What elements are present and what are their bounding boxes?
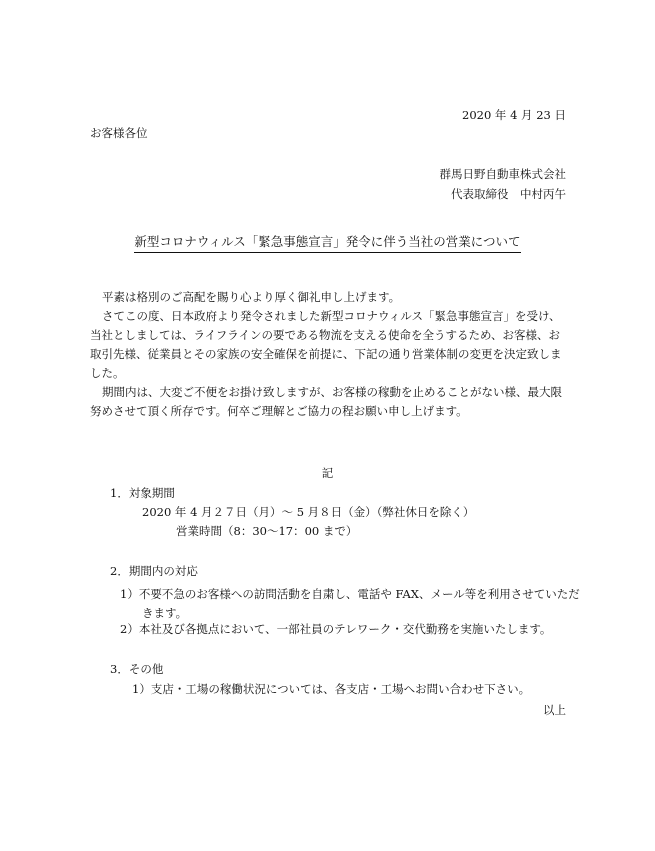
section-2-item-1: 1）不要不急のお客様への訪問活動を自粛し、電話や FAX、メール等を利用させていただきます。 [120,587,580,620]
body-paragraph-2: さてこの度、日本政府より発令されました新型コロナウィルス「緊急事態宣言」を受け、当社としましては、ライフラインの要である物流を支える使命を全うするため、お客様、お取引先様、従業員とその家族の安全確保を前提に、下記の通り営業体制の変更を決定致しました。 [90,309,562,380]
document-title [0,236,655,253]
section-3-item-1: 1）支店・工場の稼働状況については、各支店・工場へお問い合わせ下さい。 [132,682,531,696]
section-2-item-2: 2）本社及び各拠点において、一部社員のテレワーク・交代勤務を実施いたします。 [120,622,552,636]
closing-mark: 以上 [543,703,566,717]
business-hours: 営業時間（8：30～17：00 まで） [176,524,358,538]
section-1-heading: 1．対象期間 [110,486,175,500]
representative: 代表取締役 中村丙午 [451,187,566,201]
body-paragraph-1: 平素は格別のご高配を賜り心より厚く御礼申し上げます。 [102,290,401,304]
section-3-heading: 3．その他 [110,662,164,676]
title-text: 新型コロナウィルス「緊急事態宣言」発令に伴う当社の営業について [134,236,520,253]
document-date: 2020 年 4 月 23 日 [462,108,566,122]
company-name: 群馬日野自動車株式会社 [439,167,566,181]
body-paragraph-3: 期間内は、大変ご不便をお掛け致しますが、お客様の稼動を止めることがない様、最大限努めさせて頂く所存です。何卒ご理解とご協力の程お願い申し上げます。 [90,385,562,418]
target-period: 2020 年 4 月２７日（月）～ 5 月８日（金）（弊社休日を除く） [142,505,475,519]
ki-marker: 記 [321,466,334,480]
recipient: お客様各位 [90,126,148,140]
section-2-heading: 2．期間内の対応 [110,564,198,578]
